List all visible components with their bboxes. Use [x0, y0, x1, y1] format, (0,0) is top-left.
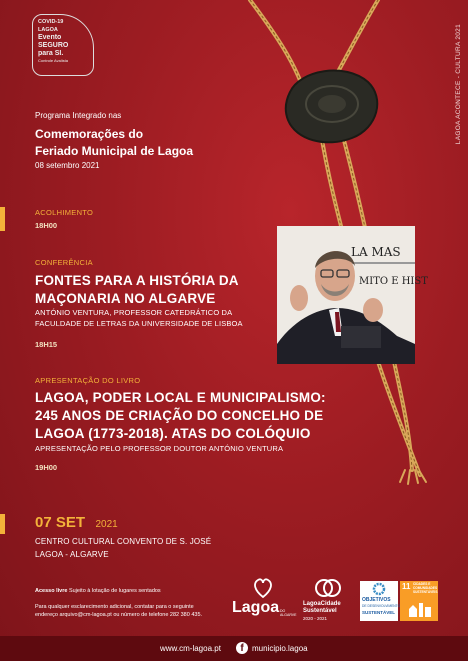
livro-label: APRESENTAÇÃO DO LIVRO [35, 376, 141, 385]
lagoa-heart-icon [252, 577, 274, 599]
lagoa-municipality-logo [232, 577, 297, 625]
svg-text:LA MAS: LA MAS [351, 245, 401, 259]
city-buildings-icon [408, 599, 432, 617]
covid-safe-event-badge [32, 14, 94, 76]
sdg-goal-11-tile [400, 581, 438, 621]
livro-title-line-3: LAGOA (1773-2018). ATAS DO COLÓQUIO [35, 426, 311, 441]
sdg-goal-title: CIDADES E COMUNIDADES SUSTENTÁVEIS [413, 582, 438, 594]
acolhimento-time: 18H00 [35, 221, 58, 230]
sustainable-city-icon [315, 576, 341, 600]
lagoa-logo-text: Lagoa [232, 599, 280, 616]
badge-lagoa-text: LAGOA [38, 27, 58, 34]
contact-info-line-2: endereço arquivo@cm-lagoa.pt ou número de telefone 282 380 435. [35, 612, 203, 618]
website-link[interactable]: www.cm-lagoa.pt [160, 644, 221, 653]
lagoa-logo-subtext: DO ALGARVE [280, 609, 297, 617]
event-venue: CENTRO CULTURAL CONVENTO DE S. JOSÉ [35, 537, 212, 546]
intro-title-line-2: Feriado Municipal de Lagoa [35, 144, 194, 158]
badge-sub-text: Controle Avalista [38, 57, 68, 63]
sdg-wheel-icon [373, 583, 385, 595]
sdg-logos [360, 581, 438, 621]
conferencia-speaker-line-1: ANTÓNIO VENTURA, PROFESSOR CATEDRÁTICO DA [35, 308, 233, 317]
badge-evento-text: Evento [38, 33, 62, 41]
livro-title-line-2: 245 ANOS DE CRIAÇÃO DO CONCELHO DE [35, 408, 324, 423]
facebook-link[interactable]: municipio.lagoa [252, 644, 308, 653]
date-marker [0, 514, 5, 534]
livro-title-line-1: LAGOA, PODER LOCAL E MUNICIPALISMO: [35, 390, 326, 405]
conferencia-time: 18H15 [35, 340, 58, 349]
svg-text:MITO E HIST: MITO E HIST [359, 276, 428, 287]
footer-bar [0, 636, 468, 661]
conferencia-label: CONFERÊNCIA [35, 258, 93, 267]
intro-line: Programa Integrado nas [35, 111, 122, 120]
lagoa-cidade-sustentavel-logo [303, 576, 355, 626]
conferencia-title-line-1: FONTES PARA A HISTÓRIA DA [35, 273, 239, 288]
sdg-line-1: OBJETIVOS [362, 597, 391, 603]
sdg-goal-number: 11 [402, 582, 411, 591]
contact-info-line-1: Para qualquer esclarecimento adicional, contatar para o seguinte [35, 604, 194, 610]
facebook-icon: f [236, 642, 248, 654]
access-info [35, 588, 161, 596]
acolhimento-label: ACOLHIMENTO [35, 208, 94, 217]
speaker-photo-illustration [277, 226, 428, 364]
badge-para-si-text: para SI. [38, 49, 64, 57]
event-place: LAGOA - ALGARVE [35, 550, 109, 559]
badge-seguro-text: SEGURO [38, 41, 69, 49]
conferencia-speaker-line-2: FACULDADE DE LETRAS DA UNIVERSIDADE DE LISBOA [35, 319, 243, 328]
livro-time: 19H00 [35, 463, 58, 472]
speaker-photo [277, 226, 428, 364]
sdg-line-3: SUSTENTÁVEL [362, 610, 396, 615]
access-free-label: Acesso livre [35, 588, 68, 594]
access-condition: Sujeito à lotação de lugares sentados [67, 588, 161, 594]
event-year: 2021 [95, 519, 118, 530]
sdg-line-2: DE DESENVOLVIMENTO [362, 604, 401, 608]
cidade-line-1: LagoaCidade [303, 601, 341, 607]
sdg-logo [360, 581, 401, 621]
event-date [35, 514, 118, 532]
cidade-line-3: 2020 - 2021 [303, 616, 328, 621]
conferencia-title-line-2: MAÇONARIA NO ALGARVE [35, 291, 216, 306]
event-day: 07 SET [35, 514, 86, 531]
cidade-line-2: Sustentável [303, 608, 337, 614]
intro-date: 08 setembro 2021 [35, 161, 100, 170]
side-label: LAGOA ACONTECE - CULTURA 2021 [455, 24, 462, 145]
intro-title-line-1: Comemorações do [35, 127, 144, 141]
badge-covid-text: COVID-19 [38, 19, 64, 25]
livro-presenter: APRESENTAÇÃO PELO PROFESSOR DOUTOR ANTÓNIO VENTURA [35, 444, 284, 453]
acolhimento-marker [0, 207, 5, 231]
